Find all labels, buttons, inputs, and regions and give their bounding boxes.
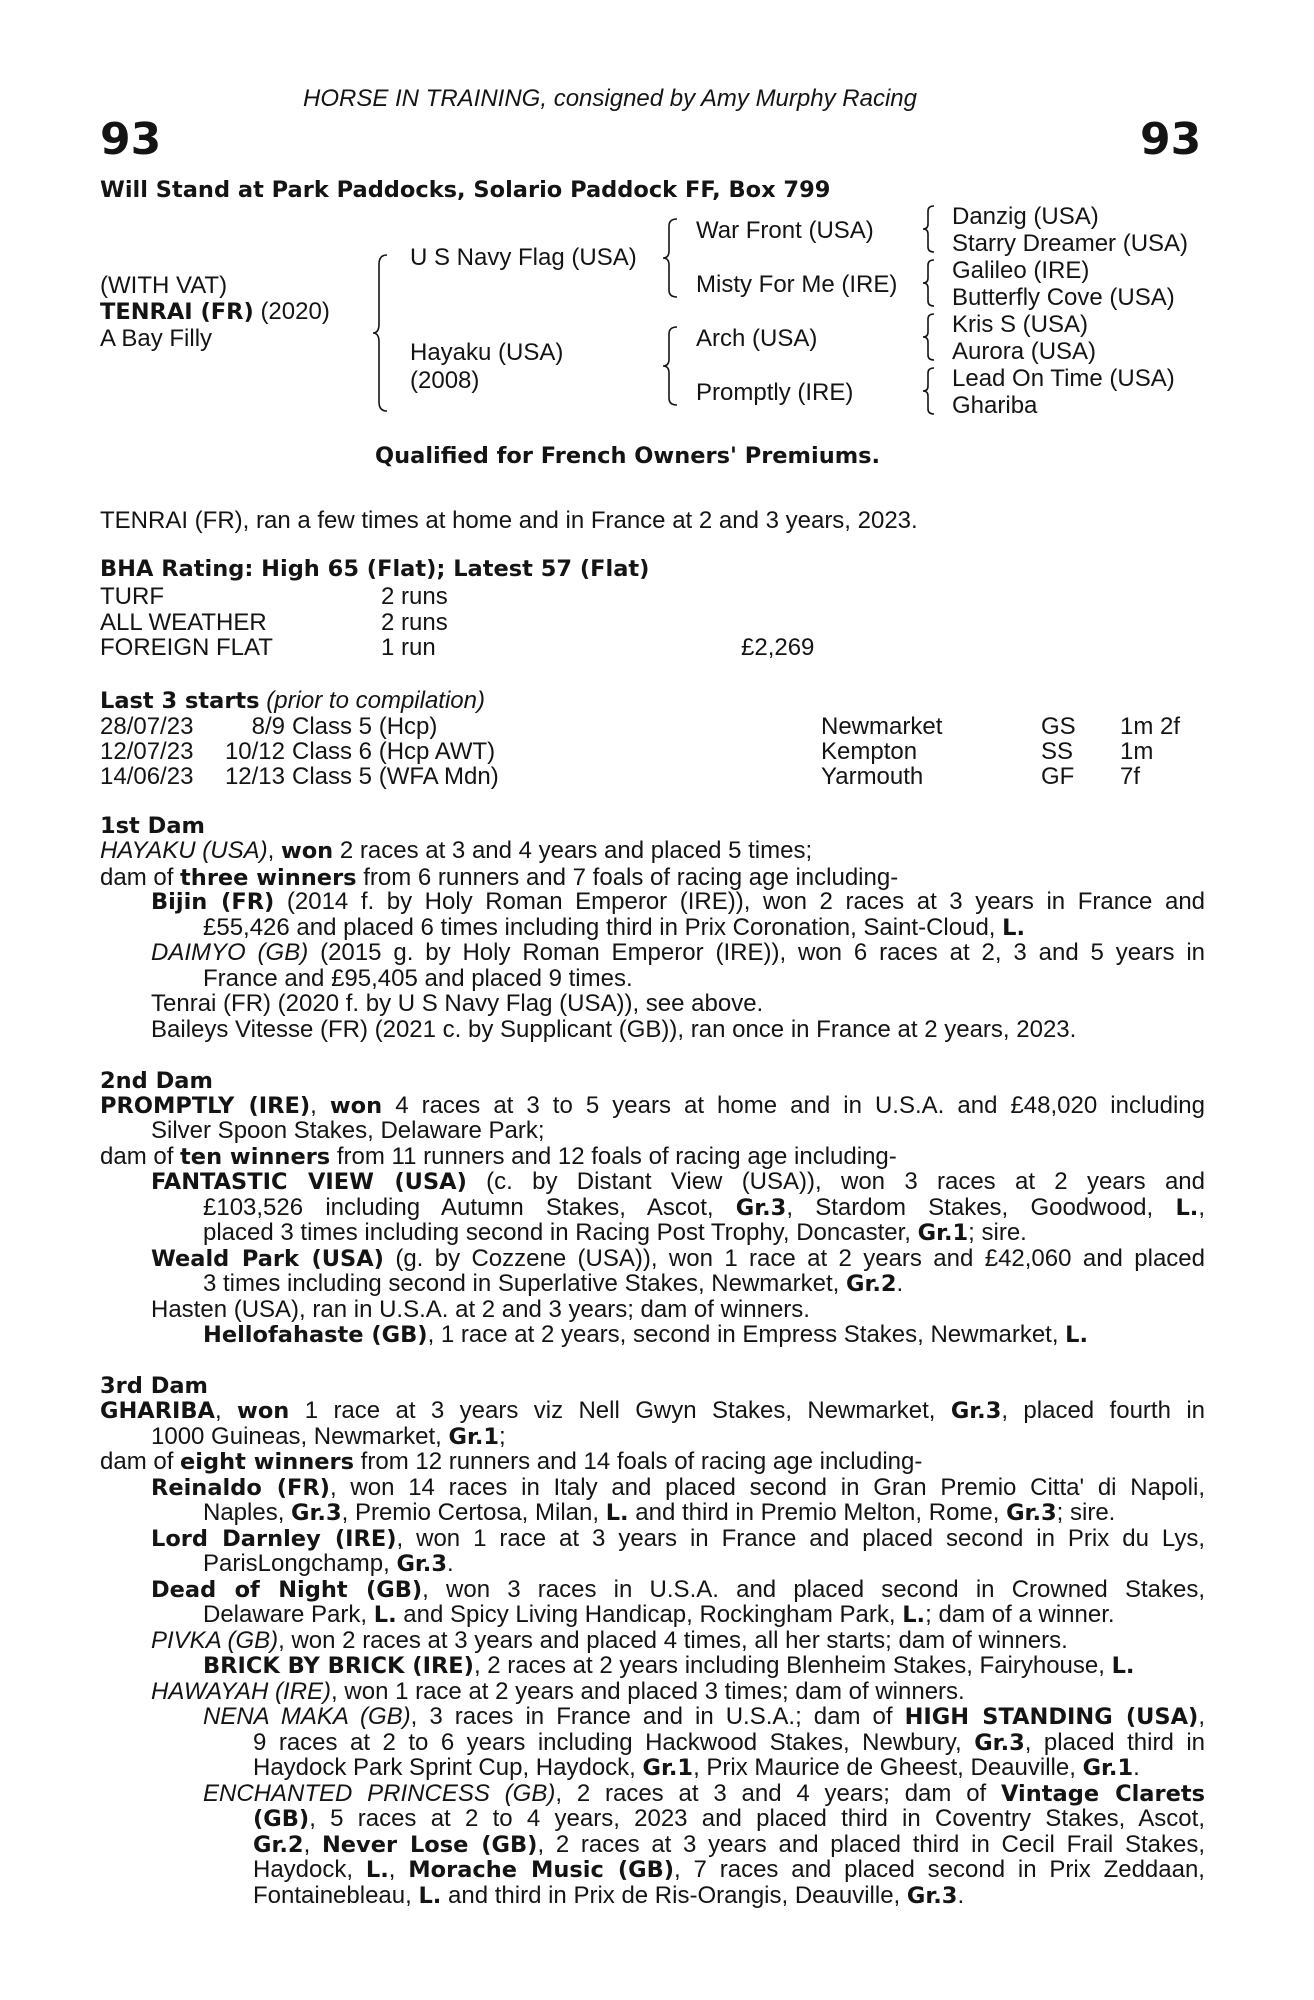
rating-prize: £2,269 — [741, 634, 815, 661]
progeny-name: Morache Music (GB) — [408, 1857, 675, 1883]
race-grade: L. — [418, 1883, 442, 1909]
start-position: 12/13 — [224, 763, 285, 790]
text: . — [1133, 1754, 1140, 1781]
dam-name: HAYAKU (USA) — [100, 837, 268, 864]
progeny-name: Dead of Night (GB) — [151, 1577, 423, 1603]
text-line — [151, 1526, 1205, 1553]
text: , 2 races at 3 years and placed third in Cecil Frail Stakes, — [537, 1831, 1205, 1858]
race-grade: Gr.3 — [950, 1398, 1002, 1424]
pedigree-brace-ds — [922, 313, 936, 361]
text: Fontainebleau, — [253, 1882, 419, 1909]
text-line — [100, 838, 1205, 865]
progeny-weald-park-cont — [203, 1271, 1205, 1298]
last-starts-heading — [100, 688, 485, 715]
pedigree-ss: War Front (USA) — [696, 217, 874, 244]
start-position: 10/12 — [224, 738, 285, 765]
progeny-dead-of-night-cont — [203, 1602, 1205, 1629]
text: , Stardom Stakes, Goodwood, — [786, 1194, 1176, 1221]
text-line — [253, 1730, 1205, 1757]
text-line — [100, 1398, 1205, 1425]
text: , Premio Certosa, Milan, — [341, 1499, 606, 1526]
start-course: Newmarket — [821, 713, 943, 740]
text: and third in Premio Melton, Rome, — [628, 1499, 1007, 1526]
horse-description: A Bay Filly — [100, 325, 213, 352]
text: . — [896, 1270, 904, 1297]
text-line: Silver Spoon Stakes, Delaware Park; — [151, 1117, 545, 1144]
text: , 1 race at 2 years, second in Empress Stakes, Newmarket, — [427, 1321, 1066, 1348]
text-line — [151, 1577, 1205, 1604]
text: , won 14 races in Italy and placed second in Gran Premio Citta' di Napoli, — [329, 1474, 1205, 1501]
text: 1 race at 3 years viz Nell Gwyn Stakes, Newmarket, — [289, 1397, 951, 1424]
text-line — [253, 1883, 1205, 1910]
race-grade: L. — [1065, 1322, 1089, 1348]
text-line — [151, 1246, 1205, 1273]
race-grade: Gr.1 — [1082, 1755, 1134, 1781]
text: , won 2 races at 3 years and placed 4 times, all her starts; dam of winners. — [278, 1627, 1068, 1654]
pedigree-sdd: Butterfly Cove (USA) — [952, 284, 1175, 311]
dam-name: PROMPTLY (IRE) — [100, 1093, 311, 1119]
progeny-name: Weald Park (USA) — [151, 1246, 384, 1272]
text: 1000 Guineas, Newmarket, — [151, 1423, 449, 1450]
race-grade: Gr.2 — [845, 1271, 897, 1297]
race-grade: Gr.1 — [448, 1424, 500, 1450]
start-race: Class 6 (Hcp AWT) — [292, 738, 496, 765]
first-dam-section — [100, 838, 1205, 891]
text-line: Baileys Vitesse (FR) (2021 c. by Supplicant (GB)), ran once in France at 2 years, 2023. — [151, 1016, 1077, 1043]
text: and Spicy Living Handicap, Rockingham Park, — [396, 1601, 903, 1628]
progeny-name: FANTASTIC VIEW (USA) — [151, 1169, 467, 1195]
text-line — [203, 1220, 1205, 1247]
progeny-name: NENA MAKA (GB) — [203, 1703, 411, 1730]
start-date: 12/07/23 — [100, 738, 194, 765]
text: ParisLongchamp, — [203, 1550, 397, 1577]
rating-label: FOREIGN FLAT — [100, 634, 273, 661]
pedigree-dam-year: (2008) — [410, 367, 480, 394]
qualified-note: Qualified for French Owners' Premiums. — [375, 443, 881, 469]
progeny-dead-of-night — [151, 1577, 1205, 1604]
lot-number-right: 93 — [1140, 114, 1202, 165]
rating-label: ALL WEATHER — [100, 609, 267, 636]
text-line — [203, 1781, 1205, 1808]
winners-count: three winners — [180, 864, 357, 891]
race-grade: Gr.3 — [1006, 1500, 1057, 1526]
progeny-name: BRICK BY BRICK (IRE) — [203, 1653, 474, 1679]
progeny-daimyo — [151, 940, 1205, 966]
text: , placed third in — [1024, 1729, 1205, 1756]
third-dam-line1 — [100, 1398, 1205, 1425]
text-line — [203, 1653, 1205, 1680]
start-course: Yarmouth — [821, 763, 924, 790]
text: from 11 runners and 12 foals of racing age including- — [330, 1143, 897, 1170]
text: 9 races at 2 to 6 years including Hackwood Stakes, Newbury, — [253, 1729, 975, 1756]
pedigree-brace-main — [372, 254, 390, 412]
pedigree-dss: Kris S (USA) — [952, 311, 1089, 338]
text: dam of — [100, 863, 181, 891]
text: 3 times including second in Superlative Stakes, Newmarket, — [203, 1270, 846, 1297]
progeny-name: PIVKA (GB) — [151, 1627, 279, 1654]
race-grade: L. — [1002, 915, 1026, 941]
text: £55,426 and placed 6 times including third in Prix Coronation, Saint-Cloud, — [203, 914, 1003, 941]
text-line: Hasten (USA), ran in U.S.A. at 2 and 3 years; dam of winners. — [151, 1296, 810, 1323]
won-label: won — [329, 1093, 383, 1119]
horse-name: TENRAI (FR) — [100, 299, 254, 325]
race-grade: L. — [1175, 1195, 1199, 1221]
text: , 2 races at 2 years including Blenheim Stakes, Fairyhouse, — [473, 1652, 1112, 1679]
text-line — [203, 915, 1205, 942]
text: , — [388, 1856, 409, 1883]
race-grade: Gr.3 — [735, 1195, 787, 1221]
won-label: won — [237, 1398, 290, 1424]
text: , won 1 race at 3 years in France and placed second in Prix du Lys, — [396, 1525, 1205, 1552]
progeny-name: Hellofahaste (GB) — [203, 1322, 428, 1348]
text-line — [203, 1704, 1205, 1731]
progeny-reinaldo-cont — [203, 1500, 1205, 1527]
text-line — [100, 1144, 1205, 1171]
progeny-daimyo-cont — [203, 966, 1205, 992]
start-going: GS — [1041, 713, 1076, 740]
race-grade: L. — [605, 1500, 629, 1526]
progeny-fantastic-view-cont2 — [203, 1220, 1205, 1247]
pedigree-dd: Promptly (IRE) — [696, 379, 854, 406]
race-grade: Gr.1 — [917, 1220, 969, 1246]
text: , 3 races in France and in U.S.A.; dam of — [410, 1703, 905, 1730]
text: 2 races at 3 and 4 years and placed 5 times; — [333, 837, 813, 864]
text: , 5 races at 2 to 4 years, 2023 and placed third in Coventry Stakes, Ascot, — [309, 1805, 1205, 1832]
last-starts-title: Last 3 starts — [100, 688, 260, 714]
progeny-name: Vintage Clarets — [1001, 1781, 1205, 1807]
race-grade: L. — [1111, 1653, 1135, 1679]
third-dam-heading: 3rd Dam — [100, 1373, 208, 1399]
pedigree-brace-ss — [922, 205, 936, 253]
horse-name-line — [100, 299, 330, 326]
text: , placed fourth in — [1001, 1397, 1205, 1424]
rating-runs: 1 run — [381, 634, 436, 661]
pedigree-dds: Lead On Time (USA) — [952, 365, 1175, 392]
progeny-enchanted-princess — [203, 1781, 1205, 1808]
text-line — [203, 1195, 1205, 1222]
pedigree-ddd: Ghariba — [952, 392, 1038, 419]
stand-location: Will Stand at Park Paddocks, Solario Paddock FF, Box 799 — [100, 177, 831, 203]
page-title: HORSE IN TRAINING, consigned by Amy Murphy Racing — [303, 85, 917, 112]
text-line: Tenrai (FR) (2020 f. by U S Navy Flag (USA)), see above. — [151, 990, 764, 1017]
text: , Prix Maurice de Gheest, Deauville, — [693, 1754, 1083, 1781]
text: dam of — [100, 1448, 181, 1475]
progeny-name: Bijin (FR) — [151, 889, 275, 915]
pedigree-sd: Misty For Me (IRE) — [696, 271, 898, 298]
rating-runs: 2 runs — [381, 583, 448, 610]
text-line — [203, 1602, 1205, 1629]
start-race: Class 5 (Hcp) — [292, 713, 438, 740]
text: placed 3 times including second in Racing Post Trophy, Doncaster, — [203, 1219, 918, 1246]
text-line — [100, 1093, 1205, 1120]
progeny-baileys — [151, 1017, 1205, 1043]
text-line — [151, 1628, 1205, 1654]
text: . — [447, 1550, 454, 1577]
text-line — [151, 1679, 1205, 1705]
start-course: Kempton — [821, 738, 918, 765]
progeny-lord-darnley — [151, 1526, 1205, 1553]
text: (2014 f. by Holy Roman Emperor (IRE)), won 2 races at 3 years in France and — [274, 888, 1206, 915]
text: . — [957, 1882, 965, 1909]
text-line — [203, 1271, 1205, 1298]
first-dam-heading: 1st Dam — [100, 813, 205, 839]
text: £103,526 including Autumn Stakes, Ascot, — [203, 1194, 736, 1221]
text: , 2 races at 3 and 4 years; dam of — [555, 1780, 1002, 1807]
progeny-nena-maka — [203, 1704, 1205, 1731]
text-line — [151, 1475, 1205, 1502]
progeny-nena-maka-cont2 — [253, 1755, 1205, 1782]
second-dam-line2 — [151, 1118, 1205, 1144]
progeny-bijin-cont — [203, 915, 1205, 942]
start-race: Class 5 (WFA Mdn) — [292, 763, 499, 790]
text: , — [310, 1092, 330, 1119]
pedigree-brace-sire — [662, 218, 680, 298]
text: ; — [499, 1423, 506, 1450]
progeny-fantastic-view-cont — [203, 1195, 1205, 1222]
text-line — [100, 1449, 1205, 1476]
pedigree-sss: Danzig (USA) — [952, 203, 1099, 230]
text: (g. by Cozzene (USA)), won 1 race at 2 years and £42,060 and placed — [383, 1245, 1205, 1272]
text: , — [303, 1831, 322, 1858]
text: from 6 runners and 7 foals of racing age including- — [356, 863, 899, 891]
progeny-tenrai — [151, 991, 1205, 1017]
rating-runs: 2 runs — [381, 609, 448, 636]
text: Haydock, — [253, 1856, 366, 1883]
race-grade: L. — [902, 1602, 926, 1628]
text-line: France and £95,405 and placed 9 times. — [203, 965, 633, 992]
horse-year: (2020) — [260, 298, 330, 325]
progeny-weald-park — [151, 1246, 1205, 1273]
bha-rating: BHA Rating: High 65 (Flat); Latest 57 (Flat) — [100, 556, 650, 582]
start-date: 14/06/23 — [100, 763, 194, 790]
progeny-reinaldo — [151, 1475, 1205, 1502]
progeny-name: HIGH STANDING (USA) — [904, 1704, 1199, 1730]
winners-count: ten winners — [180, 1144, 331, 1170]
progeny-pivka — [151, 1628, 1205, 1654]
text: ; dam of a winner. — [925, 1601, 1115, 1628]
start-going: SS — [1041, 738, 1074, 765]
progeny-name: (GB) — [253, 1806, 310, 1832]
start-date: 28/07/23 — [100, 713, 194, 740]
progeny-name: Lord Darnley (IRE) — [151, 1526, 397, 1552]
text-line — [203, 1500, 1205, 1527]
progeny-name: ENCHANTED PRINCESS (GB) — [203, 1780, 556, 1807]
progeny-brick-by-brick — [203, 1653, 1205, 1680]
text: dam of — [100, 1143, 181, 1170]
text: Delaware Park, — [203, 1601, 374, 1628]
second-dam-line1 — [100, 1093, 1205, 1120]
race-grade: Gr.3 — [906, 1883, 958, 1909]
progeny-enchanted-princess-cont — [253, 1806, 1205, 1833]
text: , won 1 race at 2 years and placed 3 times; dam of winners. — [331, 1678, 965, 1705]
progeny-nena-maka-cont — [253, 1730, 1205, 1757]
start-distance: 1m 2f — [1120, 713, 1181, 740]
vat-note: (WITH VAT) — [100, 272, 228, 299]
text-line — [253, 1857, 1205, 1884]
pedigree-dam: Hayaku (USA) — [410, 339, 564, 366]
dam-name: GHARIBA — [100, 1398, 215, 1424]
progeny-name: HAWAYAH (IRE) — [151, 1678, 332, 1705]
pedigree-dsd: Aurora (USA) — [952, 338, 1097, 365]
text: (c. by Distant View (USA)), won 3 races at 2 years and — [466, 1168, 1205, 1195]
text-line — [151, 1424, 1205, 1451]
progeny-name: Never Lose (GB) — [321, 1832, 538, 1858]
race-grade: L. — [373, 1602, 397, 1628]
text: from 12 runners and 14 foals of racing age including- — [354, 1448, 923, 1475]
third-dam-line2 — [151, 1424, 1205, 1451]
pedigree-sire: U S Navy Flag (USA) — [410, 244, 637, 271]
progeny-hasten — [151, 1297, 1205, 1323]
progeny-bijin — [151, 889, 1205, 916]
text-line — [151, 889, 1205, 916]
start-distance: 1m — [1120, 738, 1154, 765]
second-dam-heading: 2nd Dam — [100, 1068, 213, 1094]
text: , — [1198, 1194, 1205, 1221]
start-going: GF — [1041, 763, 1075, 790]
text: and third in Prix de Ris-Orangis, Deauville, — [441, 1882, 907, 1909]
text: ; sire. — [968, 1219, 1027, 1246]
race-summary: TENRAI (FR), ran a few times at home and in France at 2 and 3 years, 2023. — [100, 507, 918, 534]
text-line — [151, 1169, 1205, 1196]
pedigree-brace-dd — [922, 367, 936, 415]
winners-count: eight winners — [180, 1449, 355, 1475]
text-line — [203, 1551, 1205, 1578]
progeny-enchanted-princess-cont3 — [253, 1857, 1205, 1884]
pedigree-ssd: Starry Dreamer (USA) — [952, 230, 1189, 257]
text: 4 races at 3 to 5 years at home and in U.S.A. and £48,020 including — [382, 1092, 1206, 1119]
second-dam-line3 — [100, 1144, 1205, 1171]
text: Naples, — [203, 1499, 292, 1526]
rating-label: TURF — [100, 583, 164, 610]
progeny-hellofahaste — [203, 1322, 1205, 1349]
last-starts-note: (prior to compilation) — [266, 687, 485, 714]
text-line — [253, 1806, 1205, 1833]
race-grade: Gr.3 — [291, 1500, 342, 1526]
lot-number-left: 93 — [100, 114, 162, 165]
start-distance: 7f — [1120, 763, 1141, 790]
pedigree-ds: Arch (USA) — [696, 325, 818, 352]
text: , — [1198, 1703, 1205, 1730]
pedigree-sds: Galileo (IRE) — [952, 257, 1090, 284]
race-grade: Gr.2 — [253, 1832, 304, 1858]
progeny-lord-darnley-cont — [203, 1551, 1205, 1578]
progeny-enchanted-princess-cont2 — [253, 1832, 1205, 1859]
text: ; sire. — [1056, 1499, 1116, 1526]
progeny-name: DAIMYO (GB) — [151, 939, 309, 966]
progeny-hawayah — [151, 1679, 1205, 1705]
third-dam-line3 — [100, 1449, 1205, 1476]
race-grade: L. — [365, 1857, 389, 1883]
start-position: 8/9 — [251, 713, 285, 740]
text-line — [253, 1832, 1205, 1859]
text: , — [214, 1397, 238, 1424]
pedigree-brace-sd — [922, 259, 936, 307]
text-line — [203, 1322, 1205, 1349]
text: , 7 races and placed second in Prix Zeddaan, — [674, 1856, 1205, 1883]
race-grade: Gr.1 — [642, 1755, 694, 1781]
progeny-name: Reinaldo (FR) — [151, 1475, 330, 1501]
text: (2015 g. by Holy Roman Emperor (IRE)), won 6 races at 2, 3 and 5 years in — [308, 939, 1206, 966]
text: , won 3 races in U.S.A. and placed second in Crowned Stakes, — [422, 1576, 1205, 1603]
race-grade: Gr.3 — [396, 1551, 448, 1577]
text: , — [267, 837, 281, 864]
text-line — [151, 940, 1205, 966]
progeny-fantastic-view — [151, 1169, 1205, 1196]
pedigree-brace-dam — [662, 326, 680, 406]
won-label: won — [280, 838, 334, 864]
progeny-enchanted-princess-cont4 — [253, 1883, 1205, 1910]
race-grade: Gr.3 — [974, 1730, 1025, 1756]
text: Haydock Park Sprint Cup, Haydock, — [253, 1754, 643, 1781]
text-line — [253, 1755, 1205, 1782]
